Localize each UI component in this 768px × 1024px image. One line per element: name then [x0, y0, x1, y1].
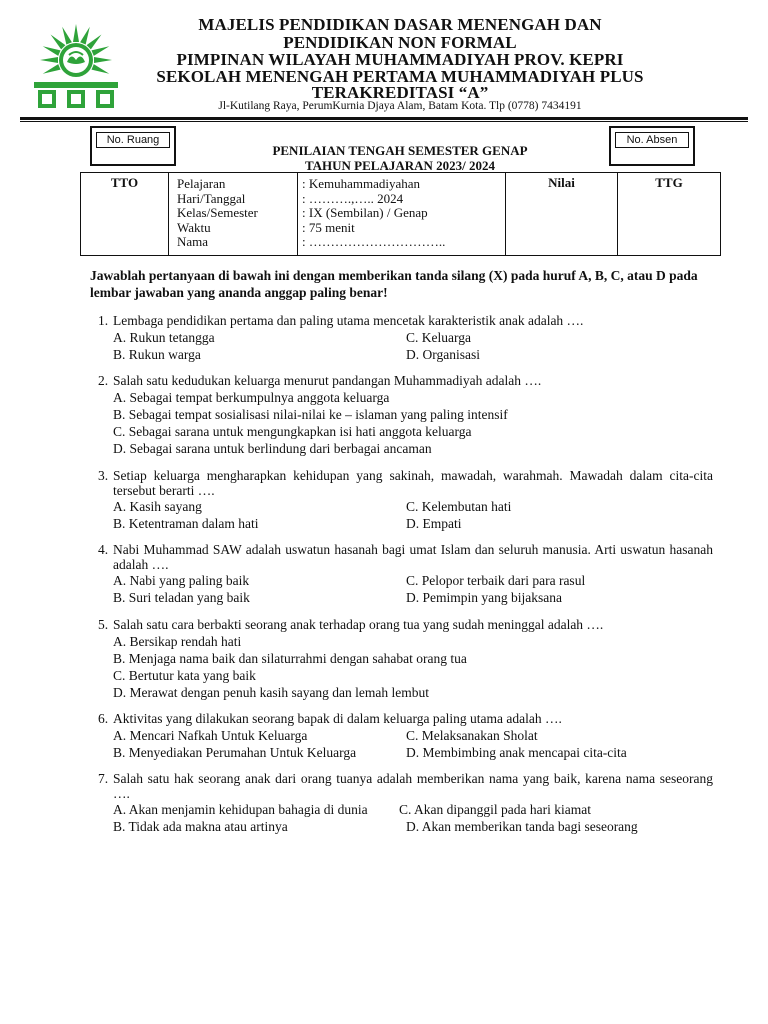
header-line-3: PIMPINAN WILAYAH MUHAMMADIYAH PROV. KEPRI [176, 50, 624, 69]
exam-title: PENILAIAN TENGAH SEMESTER GENAP [272, 143, 528, 158]
q6-option-b[interactable]: B. Menyediakan Perumahan Untuk Keluarga [113, 745, 357, 760]
field-kelas-semester: Kelas/Semester [177, 205, 258, 220]
q4-option-b[interactable]: B. Suri teladan yang baik [113, 590, 250, 605]
q6-option-d[interactable]: D. Membimbing anak mencapai cita-cita [406, 745, 627, 760]
info-field-values[interactable] [298, 173, 506, 256]
q6-option-a[interactable]: A. Mencari Nafkah Untuk Keluarga [113, 728, 308, 743]
header-line-4: SEKOLAH MENENGAH PERTAMA MUHAMMADIYAH PLUS [156, 67, 644, 86]
info-field-labels [169, 173, 298, 256]
q1-option-c[interactable]: C. Keluarga [406, 330, 471, 345]
question-number: 2. [98, 373, 109, 388]
question-text: Salah satu cara berbakti seorang anak terhadap orang tua yang sudah meninggal adalah …. [113, 617, 604, 632]
question-2 [98, 374, 713, 389]
q7-option-b[interactable]: B. Tidak ada makna atau artinya [113, 819, 288, 834]
value-hari-tanggal[interactable]: : ……….,….. 2024 [302, 190, 404, 206]
q2-option-c[interactable]: C. Sebagai sarana untuk mengungkapkan isi hati anggota keluarga [113, 424, 472, 439]
ttg-cell: TTG [618, 173, 721, 256]
absen-number-label: No. Absen [615, 132, 689, 148]
question-number: 3. [98, 468, 109, 483]
question-5 [98, 618, 713, 633]
school-address: Jl-Kutilang Raya, PerumKurnia Djaya Alam, Batam Kota. Tlp (0778) 7434191 [218, 100, 582, 112]
question-text: Salah satu hak seorang anak dari orang tuanya adalah memberikan nama yang baik, karena nama seseorang …. [113, 771, 713, 801]
q4-option-d[interactable]: D. Pemimpin yang bijaksana [406, 590, 562, 605]
question-3 [98, 469, 713, 498]
q3-option-d[interactable]: D. Empati [406, 516, 462, 531]
instructions: Jawablah pertanyaan di bawah ini dengan memberikan tanda silang (X) pada huruf A, B, C, atau D pada lembar jawaban yang ananda anggap paling benar! [90, 268, 698, 300]
q7-option-a[interactable]: A. Akan menjamin kehidupan bahagia di dunia [113, 802, 368, 817]
value-waktu: : 75 menit [302, 219, 355, 235]
room-number-box[interactable] [90, 126, 176, 166]
question-number: 4. [98, 542, 109, 557]
value-kelas-semester: : IX (Sembilan) / Genap [302, 205, 428, 220]
q2-option-d[interactable]: D. Sebagai sarana untuk berlindung dari berbagai ancaman [113, 441, 432, 456]
header-line-1: MAJELIS PENDIDIKAN DASAR MENENGAH DAN [198, 15, 602, 34]
q1-option-b[interactable]: B. Rukun warga [113, 347, 201, 362]
q1-option-a[interactable]: A. Rukun tetangga [113, 330, 215, 345]
question-text: Setiap keluarga mengharapkan kehidupan yang sakinah, mawadah, warahmah. Mawadah dalam cita-cita tersebut berarti …. [113, 468, 713, 498]
header-line-2: PENDIDIKAN NON FORMAL [283, 33, 517, 52]
q5-option-a[interactable]: A. Bersikap rendah hati [113, 634, 242, 649]
field-hari-tanggal: Hari/Tanggal [177, 190, 246, 206]
question-text: Salah satu kedudukan keluarga menurut pandangan Muhammadiyah adalah …. [113, 373, 542, 388]
field-pelajaran: Pelajaran [177, 176, 226, 191]
nilai-cell: Nilai [506, 173, 618, 256]
question-7 [98, 772, 713, 801]
room-number-label: No. Ruang [96, 132, 170, 148]
q4-option-c[interactable]: C. Pelopor terbaik dari para rasul [406, 573, 586, 588]
question-number: 1. [98, 313, 109, 328]
muhammadiyah-sun-logo-icon [20, 22, 132, 110]
school-logo [20, 22, 132, 110]
question-text: Nabi Muhammad SAW adalah uswatun hasanah bagi umat Islam dan seluruh manusia. Arti uswatun hasanah adalah …. [113, 542, 713, 572]
header-rule-thick [20, 117, 748, 120]
q3-option-c[interactable]: C. Kelembutan hati [406, 499, 512, 514]
q1-option-d[interactable]: D. Organisasi [406, 347, 480, 362]
question-1 [98, 314, 713, 329]
q5-option-b[interactable]: B. Menjaga nama baik dan silaturrahmi dengan sahabat orang tua [113, 651, 467, 666]
header-line-5: TERAKREDITASI “A” [311, 83, 489, 102]
question-6 [98, 712, 713, 727]
q6-option-c[interactable]: C. Melaksanakan Sholat [406, 728, 538, 743]
question-number: 7. [98, 771, 109, 786]
question-number: 5. [98, 617, 109, 632]
exam-year: TAHUN PELAJARAN 2023/ 2024 [304, 158, 496, 173]
absen-number-box[interactable] [609, 126, 695, 166]
header-rule-thin [20, 121, 748, 122]
value-pelajaran: : Kemuhammadiyahan [302, 176, 421, 191]
q3-option-a[interactable]: A. Kasih sayang [113, 499, 202, 514]
q2-option-a[interactable]: A. Sebagai tempat berkumpulnya anggota keluarga [113, 390, 390, 405]
question-text: Aktivitas yang dilakukan seorang bapak di dalam keluarga paling utama adalah …. [113, 711, 562, 726]
q5-option-c[interactable]: C. Bertutur kata yang baik [113, 668, 256, 683]
q7-option-d[interactable]: D. Akan memberikan tanda bagi seseorang [406, 819, 638, 834]
q2-option-b[interactable]: B. Sebagai tempat sosialisasi nilai-nilai ke – islaman yang paling intensif [113, 407, 508, 422]
value-nama[interactable]: : ………………………….. [302, 234, 446, 249]
q7-option-c[interactable]: C. Akan dipanggil pada hari kiamat [399, 802, 591, 817]
field-nama: Nama [177, 234, 209, 249]
q3-option-b[interactable]: B. Ketentraman dalam hati [113, 516, 259, 531]
q4-option-a[interactable]: A. Nabi yang paling baik [113, 573, 250, 588]
exam-info-table [80, 172, 721, 256]
q5-option-d[interactable]: D. Merawat dengan penuh kasih sayang dan lemah lembut [113, 685, 430, 700]
field-waktu: Waktu [177, 219, 211, 235]
tto-cell: TTO [81, 173, 169, 256]
question-4 [98, 543, 713, 572]
question-text: Lembaga pendidikan pertama dan paling utama mencetak karakteristik anak adalah …. [113, 313, 584, 328]
question-number: 6. [98, 711, 109, 726]
